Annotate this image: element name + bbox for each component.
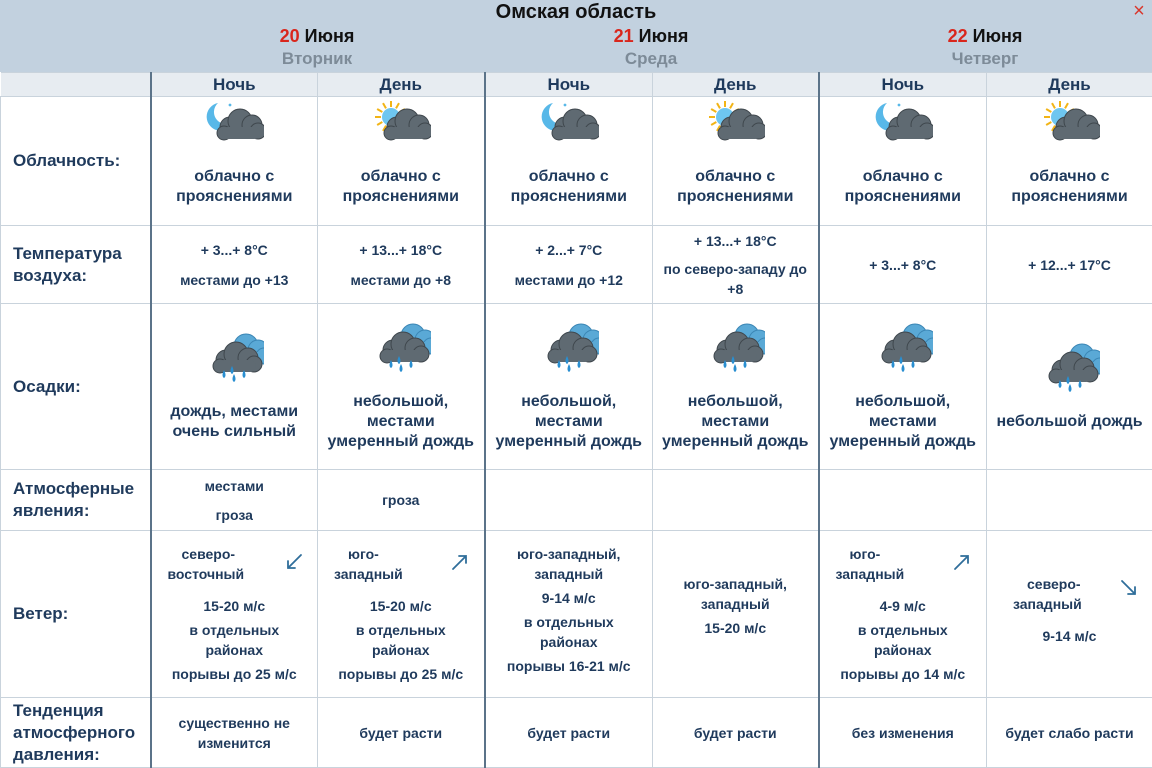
precipitation-text-line: небольшой, xyxy=(318,392,484,412)
wind-extra-line: районах xyxy=(152,640,318,660)
wind-extra-line: в отдельных xyxy=(486,612,653,632)
wind-info xyxy=(987,532,1152,697)
phenomena-text-line: местами xyxy=(152,476,318,496)
forecast-table xyxy=(0,72,1152,768)
cloud-text-line: прояснениями xyxy=(987,187,1152,207)
precipitation-description xyxy=(987,412,1152,432)
period-day: День xyxy=(653,73,819,97)
temperature-cell xyxy=(318,226,485,304)
pressure-label-line: давления: xyxy=(13,744,150,766)
temperature-row xyxy=(1,226,1152,304)
wind-speed: 9-14 м/с xyxy=(486,588,653,608)
phenomena-label-line: явления: xyxy=(13,500,150,522)
wind-info xyxy=(820,532,987,697)
wind-direction-line: юго-западный, xyxy=(653,574,818,594)
corner-cell xyxy=(1,73,151,97)
day-number: 20 xyxy=(280,26,300,46)
forecast-header xyxy=(0,0,1152,72)
precipitation-row xyxy=(1,304,1152,470)
temperature-value: + 2...+ 7°C xyxy=(486,240,653,260)
wind-direction-line: северо- xyxy=(1013,574,1082,594)
cloud-description xyxy=(152,167,318,207)
pressure-cell xyxy=(318,698,485,768)
weekday: Среда xyxy=(484,48,818,70)
precipitation-cell xyxy=(987,304,1152,470)
wind-arrow xyxy=(952,552,972,575)
rain-cloud-icon xyxy=(539,322,599,374)
phenomena-cell xyxy=(987,470,1152,531)
period-row xyxy=(1,73,1152,97)
wind-direction-line: восточный xyxy=(168,564,245,584)
pressure-label-line: атмосферного xyxy=(13,722,150,744)
wind-label: Ветер: xyxy=(1,531,151,698)
precipitation-description xyxy=(486,392,653,452)
wind-direction-line: западный xyxy=(486,564,653,584)
precipitation-text-line: небольшой, xyxy=(820,392,987,412)
wind-cell xyxy=(819,531,987,698)
clouds-cell xyxy=(151,97,318,226)
pressure-cell xyxy=(485,698,653,768)
pressure-text-line: будет расти xyxy=(653,723,818,743)
cloud-text-line: прояснениями xyxy=(820,187,987,207)
rain-cloud-icon xyxy=(371,322,431,374)
temperature-value: + 3...+ 8°C xyxy=(820,255,987,275)
precipitation-cell xyxy=(485,304,653,470)
wind-row xyxy=(1,531,1152,698)
cloud-text-line: облачно с xyxy=(987,167,1152,187)
phenomena-cell xyxy=(653,470,819,531)
temperature-note: местами до +12 xyxy=(486,270,653,290)
period-night: Ночь xyxy=(819,73,987,97)
clouds-cell xyxy=(318,97,485,226)
wind-info xyxy=(318,532,484,697)
wind-direction-line: юго- xyxy=(836,544,905,564)
month-name: Июня xyxy=(305,26,355,46)
wind-extra-line: порывы до 14 м/с xyxy=(820,664,987,684)
phenomena-text-line: гроза xyxy=(318,490,484,510)
wind-speed: 9-14 м/с xyxy=(987,626,1152,646)
cloud-text-line: прояснениями xyxy=(653,187,818,207)
wind-extra-line: порывы до 25 м/с xyxy=(152,664,318,684)
phenomena-cell xyxy=(819,470,987,531)
day-header-3 xyxy=(818,24,1152,70)
pressure-cell xyxy=(653,698,819,768)
temperature-cell xyxy=(819,226,987,304)
day-header-1 xyxy=(150,24,484,70)
temperature-label-line: Температура xyxy=(13,243,150,265)
wind-extra-line: в отдельных xyxy=(152,620,318,640)
phenomena-cell xyxy=(318,470,485,531)
wind-direction xyxy=(653,574,818,614)
precipitation-text-line: небольшой, xyxy=(653,392,818,412)
wind-cell xyxy=(151,531,318,698)
wind-direction-line: юго- xyxy=(334,544,403,564)
cloud-description xyxy=(653,167,818,207)
clouds-cell xyxy=(987,97,1152,226)
precipitation-description xyxy=(318,392,484,452)
temperature-cell xyxy=(151,226,318,304)
wind-extra xyxy=(486,612,653,676)
wind-direction-line: юго-западный, xyxy=(486,544,653,564)
phenomena-label-line: Атмосферные xyxy=(13,478,150,500)
cloud-text-line: облачно с xyxy=(820,167,987,187)
cloud-description xyxy=(486,167,653,207)
wind-info xyxy=(486,532,653,697)
wind-extra xyxy=(820,620,987,684)
wind-direction-line: западный xyxy=(334,564,403,584)
wind-direction xyxy=(486,544,653,584)
precipitation-description xyxy=(820,392,987,452)
day-number: 22 xyxy=(948,26,968,46)
pressure-text-line: изменится xyxy=(152,733,318,753)
wind-extra-line: порывы 16-21 м/с xyxy=(486,656,653,676)
cloud-text-line: облачно с xyxy=(653,167,818,187)
precipitation-text-line: небольшой дождь xyxy=(987,412,1152,432)
precipitation-text-line: умеренный дождь xyxy=(820,432,987,452)
wind-extra-line: районах xyxy=(820,640,987,660)
precipitation-cell xyxy=(653,304,819,470)
pressure-text-line: будет расти xyxy=(486,723,653,743)
wind-extra-line: порывы до 25 м/с xyxy=(318,664,484,684)
temperature-cell xyxy=(987,226,1152,304)
period-night: Ночь xyxy=(485,73,653,97)
rain-cloud-icon xyxy=(705,322,765,374)
cloud-text-line: прояснениями xyxy=(318,187,484,207)
phenomena-cell xyxy=(485,470,653,531)
moon-cloud-icon xyxy=(539,99,599,145)
wind-speed: 15-20 м/с xyxy=(318,596,484,616)
pressure-text-line: будет расти xyxy=(318,723,484,743)
precipitation-cell xyxy=(151,304,318,470)
precipitation-text-line: умеренный дождь xyxy=(486,432,653,452)
weekday: Вторник xyxy=(150,48,484,70)
cloud-description xyxy=(987,167,1152,207)
temperature-cell xyxy=(653,226,819,304)
day-header-2 xyxy=(484,24,818,70)
arrow-southeast-icon xyxy=(1119,578,1139,598)
period-day: День xyxy=(987,73,1152,97)
cloud-text-line: прояснениями xyxy=(486,187,653,207)
wind-extra-line: районах xyxy=(318,640,484,660)
temperature-note: местами до +8 xyxy=(318,270,484,290)
month-name: Июня xyxy=(973,26,1023,46)
moon-cloud-icon xyxy=(204,99,264,145)
wind-direction xyxy=(168,544,245,584)
phenomena-row xyxy=(1,470,1152,531)
wind-extra xyxy=(152,620,318,684)
pressure-text-line: без изменения xyxy=(820,723,987,743)
wind-direction-line: западный xyxy=(653,594,818,614)
precipitation-text-line: местами xyxy=(653,412,818,432)
phenomena-label xyxy=(1,470,151,531)
wind-direction xyxy=(1013,574,1082,614)
pressure-label-line: Тенденция xyxy=(13,700,150,722)
pressure-cell xyxy=(987,698,1152,768)
pressure-text-line: будет слабо расти xyxy=(987,723,1152,743)
clouds-cell xyxy=(819,97,987,226)
cloud-text-line: облачно с xyxy=(152,167,318,187)
wind-cell xyxy=(653,531,819,698)
sun-cloud-icon xyxy=(371,99,431,145)
wind-info xyxy=(653,532,818,697)
wind-arrow xyxy=(284,552,304,575)
wind-cell xyxy=(485,531,653,698)
sun-cloud-icon xyxy=(1040,99,1100,145)
cloud-description xyxy=(820,167,987,207)
clouds-row xyxy=(1,97,1152,226)
wind-extra-line: в отдельных xyxy=(820,620,987,640)
cloud-text-line: облачно с xyxy=(318,167,484,187)
period-night: Ночь xyxy=(151,73,318,97)
precipitation-text-line: небольшой, xyxy=(486,392,653,412)
wind-extra xyxy=(318,620,484,684)
wind-speed: 15-20 м/с xyxy=(653,618,818,638)
precipitation-text-line: местами xyxy=(318,412,484,432)
arrow-northeast-icon xyxy=(450,552,470,572)
temperature-value: + 13...+ 18°C xyxy=(318,240,484,260)
wind-direction-line: западный xyxy=(1013,594,1082,614)
pressure-row xyxy=(1,698,1152,768)
clouds-cell xyxy=(653,97,819,226)
weekday: Четверг xyxy=(818,48,1152,70)
wind-direction-line: западный xyxy=(836,564,905,584)
wind-direction xyxy=(334,544,403,584)
pressure-cell xyxy=(151,698,318,768)
wind-info xyxy=(152,532,318,697)
wind-arrow xyxy=(1119,578,1139,601)
month-name: Июня xyxy=(639,26,689,46)
wind-speed: 15-20 м/с xyxy=(152,596,318,616)
pressure-text-line: существенно не xyxy=(152,713,318,733)
temperature-label-line: воздуха: xyxy=(13,265,150,287)
sun-cloud-icon xyxy=(705,99,765,145)
rain-cloud-icon xyxy=(873,322,933,374)
rain-cloud-icon xyxy=(1040,342,1100,394)
temperature-note: по северо-западу до +8 xyxy=(653,259,818,299)
cloud-text-line: прояснениями xyxy=(152,187,318,207)
wind-cell xyxy=(987,531,1152,698)
moon-cloud-icon xyxy=(873,99,933,145)
precipitation-text-line: местами xyxy=(820,412,987,432)
phenomena-cell xyxy=(151,470,318,531)
wind-extra-line: районах xyxy=(486,632,653,652)
wind-extra-line: в отдельных xyxy=(318,620,484,640)
precipitation-text-line: умеренный дождь xyxy=(318,432,484,452)
rain-cloud-icon xyxy=(204,332,264,384)
precipitation-cell xyxy=(819,304,987,470)
phenomena-text-line: гроза xyxy=(152,505,318,525)
wind-cell xyxy=(318,531,485,698)
cloud-text-line: облачно с xyxy=(486,167,653,187)
temperature-label xyxy=(1,226,151,304)
wind-direction xyxy=(836,544,905,584)
clouds-label: Облачность: xyxy=(1,97,151,226)
precipitation-cell xyxy=(318,304,485,470)
temperature-value: + 13...+ 18°C xyxy=(653,231,818,251)
temperature-cell xyxy=(485,226,653,304)
temperature-value: + 3...+ 8°C xyxy=(152,240,318,260)
precipitation-text-line: дождь, местами xyxy=(152,402,318,422)
arrow-northeast-icon xyxy=(952,552,972,572)
precipitation-text-line: умеренный дождь xyxy=(653,432,818,452)
pressure-label xyxy=(1,698,151,768)
precipitation-text-line: местами xyxy=(486,412,653,432)
temperature-value: + 12...+ 17°C xyxy=(987,255,1152,275)
day-number: 21 xyxy=(614,26,634,46)
precipitation-description xyxy=(152,402,318,442)
cloud-description xyxy=(318,167,484,207)
period-day: День xyxy=(318,73,485,97)
wind-direction-line: северо- xyxy=(168,544,245,564)
region-title: Омская область xyxy=(0,0,1152,24)
precipitation-text-line: очень сильный xyxy=(152,422,318,442)
clouds-cell xyxy=(485,97,653,226)
precipitation-label: Осадки: xyxy=(1,304,151,470)
precipitation-description xyxy=(653,392,818,452)
wind-arrow xyxy=(450,552,470,575)
wind-speed: 4-9 м/с xyxy=(820,596,987,616)
arrow-southwest-icon xyxy=(284,552,304,572)
close-icon[interactable]: × xyxy=(1130,0,1148,22)
temperature-note: местами до +13 xyxy=(152,270,318,290)
pressure-cell xyxy=(819,698,987,768)
